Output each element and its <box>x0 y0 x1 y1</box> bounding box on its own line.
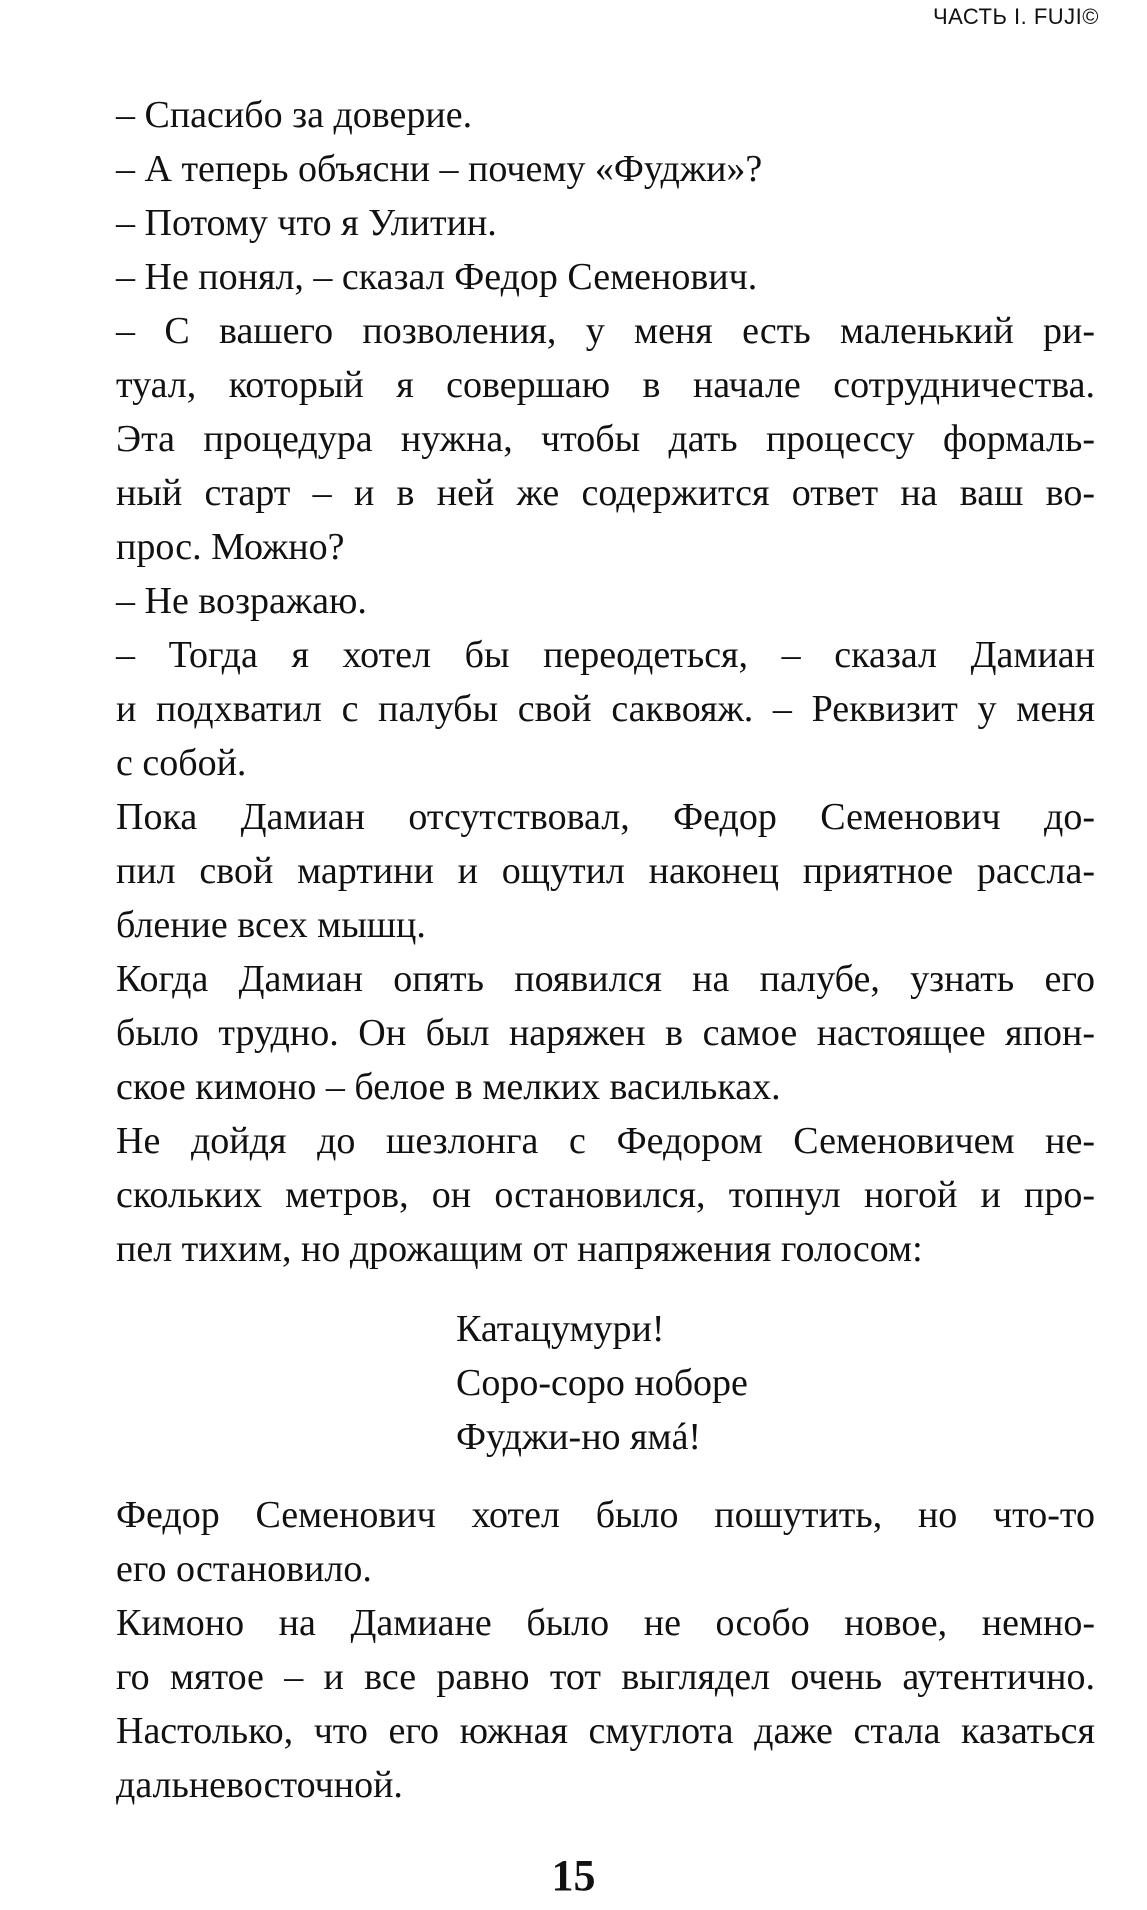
text-line: пил свой мартини и ощутил наконец приятное расслa- <box>116 850 1095 892</box>
paragraph <box>48 574 1095 628</box>
text-line: – Спасибо за доверие. <box>116 94 473 136</box>
paragraph <box>48 304 1095 574</box>
text-line: ское кимоно – белое в мелких васильках. <box>116 1066 781 1108</box>
text-line: – С вашего позволения, у меня есть маленький ри- <box>116 310 1095 352</box>
poem-line: Катацумури! <box>456 1308 665 1350</box>
text-line: Настолько, что его южная смуглота даже стала казаться <box>116 1710 1095 1752</box>
paragraph <box>48 952 1095 1114</box>
text-line: – А теперь объясни – почему «Фуджи»? <box>116 148 763 190</box>
text-line: было трудно. Он был наряжен в самое настоящее япон- <box>116 1012 1095 1054</box>
paragraph <box>48 1596 1095 1812</box>
text-line: Когда Дамиан опять появился на палубе, узнать его <box>116 958 1095 1000</box>
paragraph <box>48 142 1095 196</box>
text-line: бление всех мышц. <box>116 904 426 946</box>
text-line: скольких метров, он остановился, топнул ногой и про- <box>116 1174 1095 1216</box>
text-line: – Потому что я Улитин. <box>116 202 497 244</box>
text-line: ный старт – и в ней же содержится ответ на ваш во- <box>116 472 1095 514</box>
text-line: Пока Дамиан отсутствовал, Федор Семенович до- <box>116 796 1095 838</box>
text-line: дальневосточной. <box>116 1764 403 1806</box>
text-line: го мятое – и все равно тот выглядел очень аутентично. <box>116 1656 1095 1698</box>
paragraph <box>48 1488 1095 1596</box>
text-line: его остановило. <box>116 1548 372 1590</box>
text-line: пел тихим, но дрожащим от напряжения голосом: <box>116 1228 923 1270</box>
text-line: Кимоно на Дамиане было не особо новое, немно- <box>116 1602 1095 1644</box>
poem-line: Соро-соро ноборе <box>456 1362 748 1404</box>
paragraph <box>48 628 1095 790</box>
text-line: Федор Семенович хотел было пошутить, но что-то <box>116 1494 1095 1536</box>
text-line: Эта процедура нужна, чтобы дать процессу формаль- <box>116 418 1095 460</box>
poem-line: Фуджи-но ямá! <box>456 1416 702 1458</box>
text-line: и подхватил с палубы свой саквояж. – Реквизит у меня <box>116 688 1095 730</box>
text-line: туал, который я совершаю в начале сотрудничества. <box>116 364 1095 406</box>
poem-verse <box>456 1302 1095 1464</box>
paragraph <box>48 790 1095 952</box>
paragraph <box>48 1114 1095 1276</box>
page-number: 15 <box>551 1851 596 1900</box>
text-line: – Тогда я хотел бы переодеться, – сказал Дамиан <box>116 634 1095 676</box>
running-head: ЧАСТЬ I. FUJI© <box>933 4 1099 29</box>
paragraph <box>48 196 1095 250</box>
paragraph <box>48 88 1095 142</box>
text-line: Не дойдя до шезлонга с Федором Семеновичем не- <box>116 1120 1095 1162</box>
page-body <box>48 88 1095 1812</box>
text-line: прос. Можно? <box>116 526 345 568</box>
text-line: – Не понял, – сказал Федор Семенович. <box>116 256 758 298</box>
text-line: – Не возражаю. <box>116 580 367 622</box>
text-line: с собой. <box>116 742 247 784</box>
paragraph <box>48 250 1095 304</box>
